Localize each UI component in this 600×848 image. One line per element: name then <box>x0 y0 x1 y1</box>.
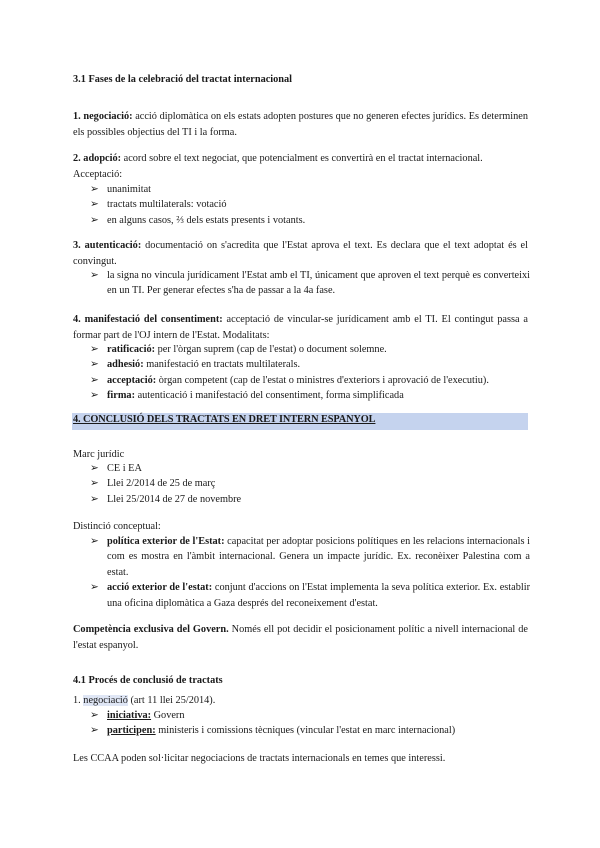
text-autenticacio: documentació on s'acredita que l'Estat aprova el text. Es declara que el text adoptat és el convingut. <box>73 240 528 267</box>
arrow-bullet-icon: ➢ <box>90 478 99 490</box>
paragraph-autenticacio <box>73 238 528 269</box>
arrow-bullet-icon: ➢ <box>90 390 99 402</box>
arrow-bullet-icon: ➢ <box>90 463 99 474</box>
list-distincio <box>90 534 530 611</box>
list-item: ➢ tractats multilaterals: votació <box>90 197 530 212</box>
arrow-bullet-icon: ➢ <box>90 184 99 195</box>
list-acceptacio <box>90 182 530 228</box>
arrow-bullet-icon: ➢ <box>90 270 99 281</box>
arrow-bullet-icon: ➢ <box>90 493 99 505</box>
term-negociacio-highlight: negociació <box>83 695 128 706</box>
arrow-bullet-icon: ➢ <box>90 199 99 211</box>
section-heading-3-1: 3.1 Fases de la celebració del tractat internacional <box>73 74 293 85</box>
arrow-bullet-icon: ➢ <box>90 725 99 737</box>
section-heading-band <box>72 413 528 430</box>
text-adopcio: acord sobre el text negociat, que potencialment es convertirà en el tractat internacional. <box>121 153 483 164</box>
arrow-bullet-icon: ➢ <box>90 344 99 355</box>
paragraph-ccaa: Les CCAA poden sol·licitar negociacions de tractats internacionals en temes que interessi. <box>73 753 446 764</box>
paragraph-competencia <box>73 622 528 653</box>
list-item: ➢ ratificació: per l'òrgan suprem (cap de l'estat) o document solemne. <box>90 342 530 357</box>
paragraph-negociacio <box>73 109 528 140</box>
term-competencia: Competència exclusiva del Govern. <box>73 624 229 635</box>
list-modalitats <box>90 342 530 404</box>
arrow-bullet-icon: ➢ <box>90 214 99 226</box>
list-item: ➢ firma: autenticació i manifestació del consentiment, forma simplificada <box>90 388 530 403</box>
list-item: ➢ Llei 2/2014 de 25 de març <box>90 476 530 491</box>
acceptacio-label: Acceptació: <box>73 168 123 180</box>
term-adopcio: 2. adopció: <box>73 153 122 164</box>
list-item: ➢ iniciativa: Govern <box>90 708 530 723</box>
term-manifestacio: 4. manifestació del consentiment: <box>73 314 223 325</box>
text-competencia: Només ell pot decidir el posicionament polític a nivell internacional de l'estat espanyol. <box>73 624 528 651</box>
text-manifestacio: acceptació de vincular-se jurídicament amb el TI. El contingut passa a formar part de l'OJ intern de l'Estat. Modalitats: <box>73 314 529 341</box>
section-heading-4: 4. CONCLUSIÓ DELS TRACTATS EN DRET INTERN ESPANYOL <box>73 414 376 425</box>
list-item: ➢ acceptació: òrgan competent (cap de l'estat o ministres d'exteriors i aprovació de l'executiu). <box>90 373 530 388</box>
list-autenticacio <box>90 268 530 299</box>
list-item: ➢ Llei 25/2014 de 27 de novembre <box>90 492 530 507</box>
list-item: ➢ adhesió: manifestació en tractats multilaterals. <box>90 357 530 372</box>
list-item: ➢ CE i EA <box>90 461 530 476</box>
term-autenticacio: 3. autenticació: <box>73 240 142 251</box>
list-item: ➢ política exterior de l'Estat: capacitat per adoptar posicions polítiques en les relacions internacionals i com es mostra en l'àmbit internacional. Genera un impacte jurídic. Ex. reconèixer Palestina com a estat. <box>90 536 530 578</box>
list-item: ➢ participen: ministeris i comissions tècniques (vincular l'estat en marc internacional) <box>90 723 530 738</box>
arrow-bullet-icon: ➢ <box>90 359 99 371</box>
list-item: ➢ acció exterior de l'estat: conjunt d'accions on l'Estat implementa la seva política exterior. Ex. establir una oficina diplomàtica a Gaza després del reconeixement d'estat. <box>90 582 530 609</box>
term-negociacio: 1. negociació: <box>73 111 133 122</box>
list-marc-juridic <box>90 461 530 507</box>
paragraph-manifestacio <box>73 312 528 343</box>
paragraph-proces-negociacio: 1. negociació (art 11 llei 25/2014). <box>73 695 216 706</box>
text-negociacio: acció diplomàtica on els estats adopten postures que no generen efectes jurídics. Es determinen els possibles objectius del TI i la forma. <box>73 111 528 138</box>
arrow-bullet-icon: ➢ <box>90 536 99 547</box>
list-item: ➢ la signa no vincula jurídicament l'Estat amb el TI, únicament que aproven el text perquè es converteixi en un TI. Per generar efectes s'ha de passar a la 4a fase. <box>90 270 530 297</box>
paragraph-adopcio <box>73 151 528 182</box>
list-proces <box>90 708 530 739</box>
distincio-title: Distinció conceptual: <box>73 521 161 532</box>
section-heading-4-1: 4.1 Procés de conclusió de tractats <box>73 675 223 686</box>
list-item: ➢ unanimitat <box>90 182 530 197</box>
arrow-bullet-icon: ➢ <box>90 374 99 386</box>
arrow-bullet-icon: ➢ <box>90 710 99 721</box>
marc-juridic-title: Marc jurídic <box>73 449 125 460</box>
arrow-bullet-icon: ➢ <box>90 582 99 594</box>
list-item: ➢ en alguns casos, ⅔ dels estats presents i votants. <box>90 213 530 228</box>
